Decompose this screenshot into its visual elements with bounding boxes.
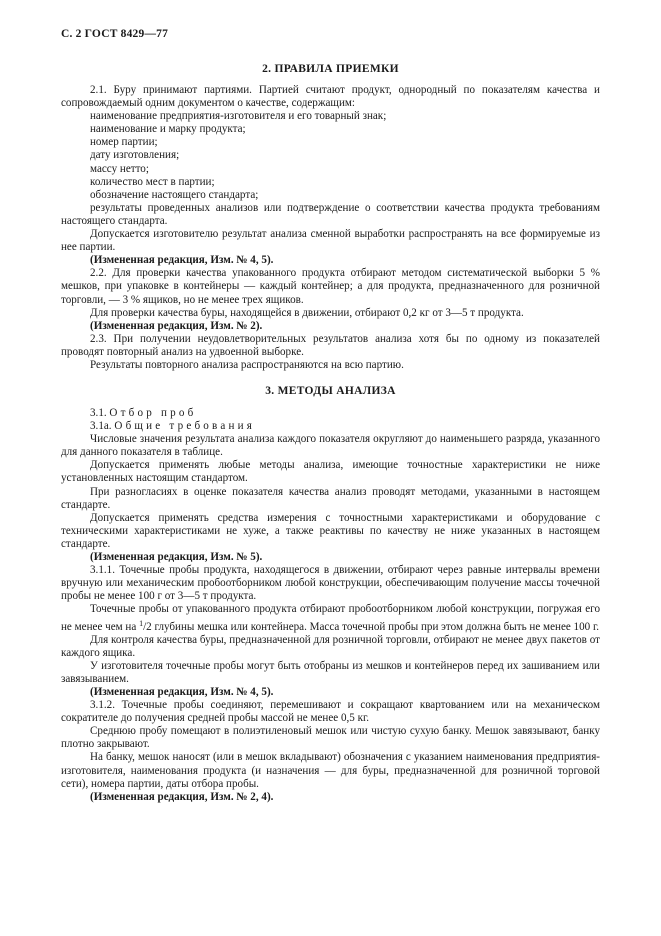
list-item: дату изготовления; bbox=[90, 149, 180, 162]
paragraph: Среднюю пробу помещают в полиэтиленовый мешок или чистую сухую банку. Мешок завязывают, банку плотно закрывают. bbox=[61, 725, 600, 751]
section-2-body bbox=[61, 84, 600, 372]
text-run: Точечные пробы от упакованного продукта отбирают пробоотборником любой конструкции, погружая его не менее чем на bbox=[61, 603, 600, 633]
section-3-title: 3. МЕТОДЫ АНАЛИЗА bbox=[265, 385, 396, 397]
clause-number: 3.1а. bbox=[90, 420, 112, 433]
text-run: глубины мешка или контейнера. Масса точечной пробы при этом должна быть не менее 100 г. bbox=[151, 620, 600, 633]
list-item: наименование предприятия-изготовителя и его товарный знак; bbox=[90, 110, 387, 123]
clause-number: 3.1. bbox=[90, 407, 107, 419]
clause-title: Общие требования bbox=[114, 420, 256, 433]
paragraph: Результаты повторного анализа распространяются на всю партию. bbox=[90, 358, 404, 371]
paragraph: Допускается применять любые методы анализа, имеющие точностные характеристики не ниже установленных настоящим стандартом. bbox=[61, 459, 600, 485]
fraction-numerator: 1 bbox=[139, 618, 144, 628]
list-item: результаты проведенных анализов или подтверждение о соответствии качества продукта требованиям настоящего стандарта. bbox=[61, 201, 600, 227]
paragraph-3-1-2: 3.1.2. Точечные пробы соединяют, перемешивают и сокращают квартованием или на механическом сократителе до получения средней пробы массой не менее 0,5 кг. bbox=[61, 699, 600, 725]
paragraph-2-2: 2.2. Для проверки качества упакованного продукта отбирают методом систематической выборки 5 % мешков, при упаковке в контейнеры — каждый контейнер; а для продукта, предназначенного для розничной торговли, — 3 % ящиков, но не менее трех ящиков. bbox=[61, 267, 600, 306]
section-2-title: 2. ПРАВИЛА ПРИЕМКИ bbox=[262, 63, 399, 75]
subsection-3-1 bbox=[61, 407, 600, 420]
paragraph: Допускается применять средства измерения с точностными характеристиками и оборудование с техническими характеристиками не хуже, а также реактивы по качеству не ниже указанных в настоящем стандарте. bbox=[61, 511, 600, 550]
paragraph: Для проверки качества буры, находящейся в движении, отбирают 0,2 кг от 3—5 т продукта. bbox=[90, 306, 524, 319]
fraction-denominator: 2 bbox=[146, 620, 152, 633]
paragraph: При разногласиях в оценке показателя качества анализ проводят методами, указанными в настоящем стандарте. bbox=[61, 485, 600, 511]
edition-note: (Измененная редакция, Изм. № 4, 5). bbox=[90, 685, 274, 698]
list-item: обозначение настоящего стандарта; bbox=[90, 188, 259, 201]
page-header: С. 2 ГОСТ 8429—77 bbox=[61, 28, 169, 40]
paragraph: Допускается изготовителю результат анализа сменной выработки распространять на все формируемые из нее партии. bbox=[61, 228, 600, 254]
paragraph: Числовые значения результата анализа каждого показателя округляют до наименьшего разряда, указанного для данного показателя в таблице. bbox=[61, 433, 600, 459]
section-3-body bbox=[61, 407, 600, 804]
paragraph: У изготовителя точечные пробы могут быть отобраны из мешков и контейнеров перед их зашиванием или завязыванием. bbox=[61, 659, 600, 685]
paragraph: На банку, мешок наносят (или в мешок вкладывают) обозначения с указанием наименования предприятия-изготовителя, наименования продукта (и назначения — для буры, предназначенной для розничной торговой сети), номера партии, даты отбора пробы. bbox=[61, 751, 600, 790]
edition-note: (Измененная редакция, Изм. № 2, 4). bbox=[90, 790, 274, 803]
paragraph-2-3: 2.3. При получении неудовлетворительных результатов анализа хотя бы по одному из показателей проводят повторный анализ на удвоенной выборке. bbox=[61, 332, 600, 358]
list-item: количество мест в партии; bbox=[90, 175, 215, 188]
subsection-3-1a bbox=[61, 420, 600, 433]
list-item: массу нетто; bbox=[90, 162, 149, 175]
paragraph-3-1-1: 3.1.1. Точечные пробы продукта, находящегося в движении, отбирают через равные интервалы времени вручную или механическим пробоотборником любой конструкции, обеспечивающим получение массы точечной пробы не менее 100 г от 3—5 т продукта. bbox=[61, 564, 600, 603]
edition-note: (Измененная редакция, Изм. № 2). bbox=[90, 319, 263, 332]
edition-note: (Измененная редакция, Изм. № 5). bbox=[90, 551, 263, 564]
paragraph: Для контроля качества буры, предназначенной для розничной торговли, отбирают не менее двух пакетов от каждого ящика. bbox=[61, 633, 600, 659]
edition-note: (Измененная редакция, Изм. № 4, 5). bbox=[90, 254, 274, 267]
paragraph-2-1: 2.1. Буру принимают партиями. Партией считают продукт, однородный по показателям качества и сопровождаемый одним документом о качестве, содержащим: bbox=[61, 84, 600, 110]
clause-title: Отбор проб bbox=[109, 407, 197, 419]
list-item: номер партии; bbox=[90, 136, 158, 149]
list-item: наименование и марку продукта; bbox=[90, 123, 246, 136]
paragraph: Точечные пробы от упакованного продукта отбирают пробоотборником любой конструкции, погружая его не менее чем на $^1$/2 глубины мешка или контейнера. Масса точечной пробы при этом должна быть не менее 100 г. bbox=[61, 603, 600, 633]
